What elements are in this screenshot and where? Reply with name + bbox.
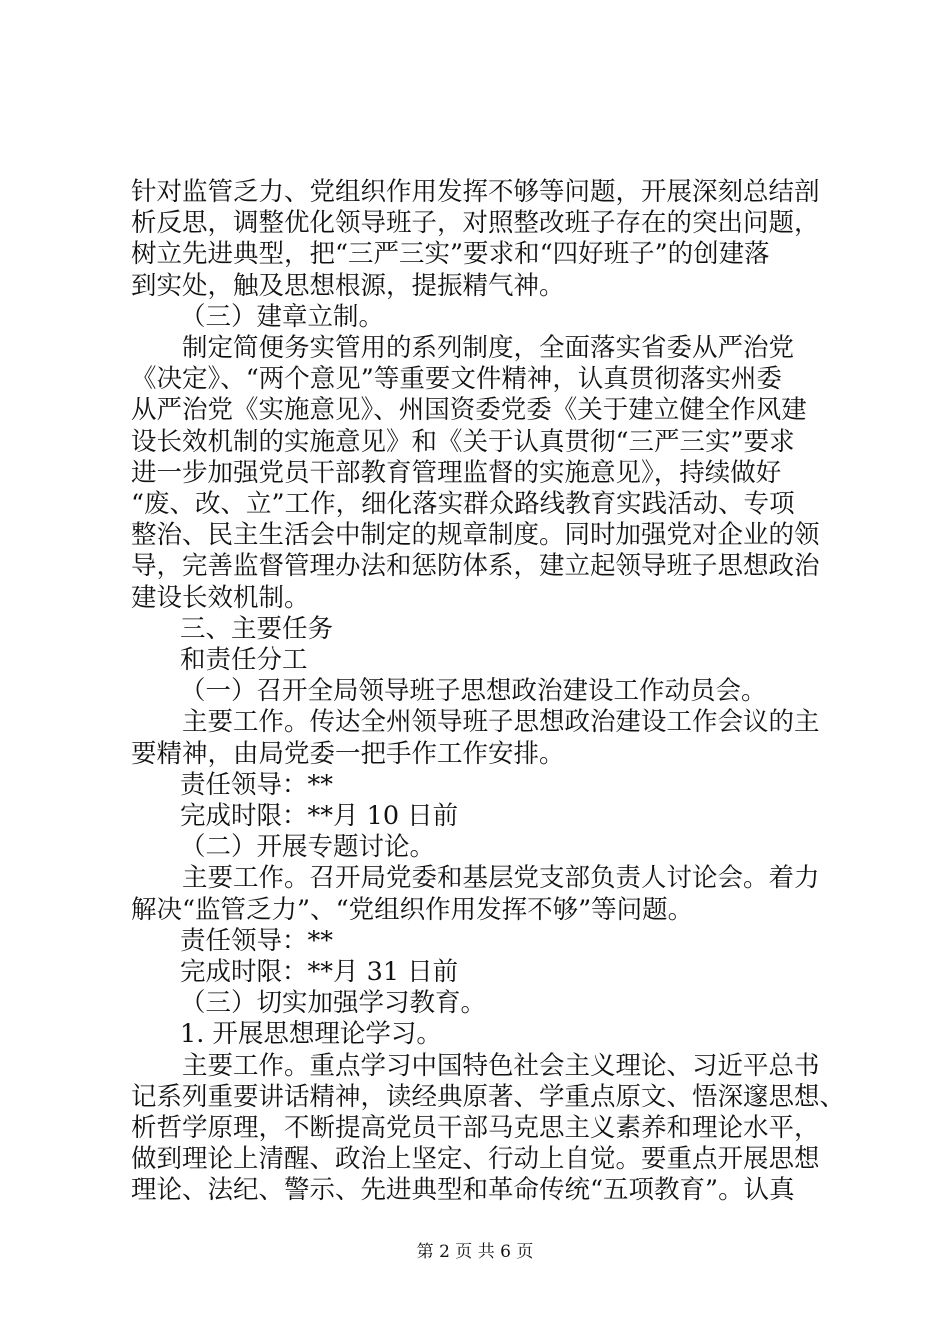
- text-line: 树立先进典型，把“三严三实”要求和“四好班子”的创建落: [131, 239, 770, 269]
- responsible-leader: 责任领导：**: [180, 770, 334, 800]
- item-heading: 1. 开展思想理论学习。: [180, 1019, 442, 1049]
- text-line: 导，完善监督管理办法和惩防体系，建立起领导班子思想政治: [131, 551, 820, 581]
- deadline: 完成时限：**月 31 日前: [180, 957, 459, 987]
- subsection-heading: （二）开展专题讨论。: [180, 832, 436, 862]
- text-line: 进一步加强党员干部教育管理监督的实施意见》，持续做好: [131, 458, 782, 488]
- text-line: 理论、法纪、警示、先进典型和革命传统“五项教育”。认真: [131, 1175, 795, 1205]
- text-line: 做到理论上清醒、政治上坚定、行动上自觉。要重点开展思想: [131, 1144, 820, 1174]
- responsible-leader: 责任领导：**: [180, 926, 334, 956]
- page-footer: 第 2 页 共 6 页: [416, 1242, 534, 1262]
- section-heading: 三、主要任务: [180, 614, 334, 644]
- text-line: “废、改、立”工作，细化落实群众路线教育实践活动、专项: [131, 489, 795, 519]
- text-line: 《决定》、“两个意见”等重要文件精神，认真贯彻落实州委: [131, 364, 782, 394]
- section-heading: （三）建章立制。: [180, 302, 385, 332]
- text-line: 制定简便务实管用的系列制度，全面落实省委从严治党: [182, 333, 795, 363]
- text-line: 建设长效机制。: [131, 583, 310, 613]
- text-line: 记系列重要讲话精神，读经典原著、学重点原文、悟深邃思想、: [131, 1082, 846, 1112]
- subsection-heading: （一）召开全局领导班子思想政治建设工作动员会。: [180, 676, 767, 706]
- text-line: 主要工作。传达全州领导班子思想政治建设工作会议的主: [182, 707, 820, 737]
- text-line: 析反思，调整优化领导班子，对照整改班子存在的突出问题，: [131, 208, 820, 238]
- text-line: 设长效机制的实施意见》和《关于认真贯彻“三严三实”要求: [131, 427, 795, 457]
- section-heading: 和责任分工: [180, 645, 308, 675]
- text-line: 析哲学原理，不断提高党员干部马克思主义素养和理论水平，: [131, 1113, 820, 1143]
- text-line: 主要工作。召开局党委和基层党支部负责人讨论会。着力: [182, 863, 820, 893]
- deadline: 完成时限：**月 10 日前: [180, 801, 459, 831]
- text-line: 针对监管乏力、党组织作用发挥不够等问题，开展深刻总结剖: [131, 177, 820, 207]
- text-line: 整治、民主生活会中制定的规章制度。同时加强党对企业的领: [131, 520, 820, 550]
- subsection-heading: （三）切实加强学习教育。: [180, 988, 487, 1018]
- text-line: 解决“监管乏力”、“党组织作用发挥不够”等问题。: [131, 895, 694, 925]
- text-line: 到实处，触及思想根源，提振精气神。: [131, 271, 565, 301]
- text-line: 要精神，由局党委一把手作工作安排。: [131, 739, 565, 769]
- text-line: 从严治党《实施意见》、州国资委党委《关于建立健全作风建: [131, 395, 807, 425]
- text-line: 主要工作。重点学习中国特色社会主义理论、习近平总书: [182, 1051, 820, 1081]
